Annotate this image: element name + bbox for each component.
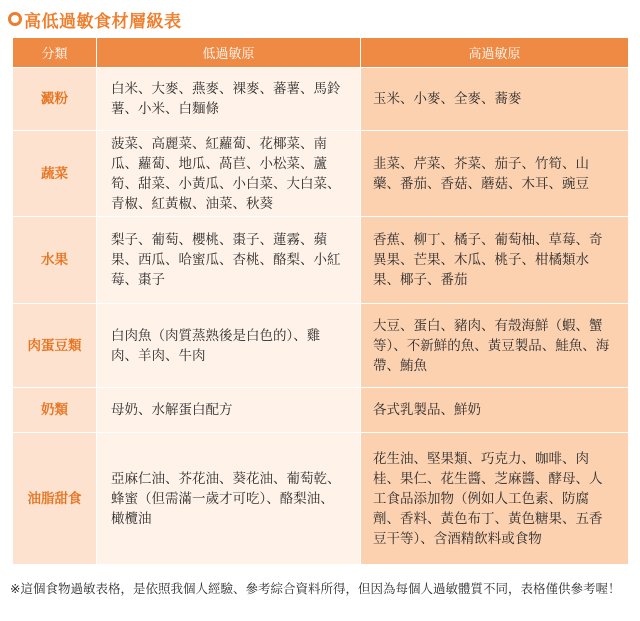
high-allergen-cell: 玉米、小麥、全麥、蕎麥: [361, 68, 629, 131]
page-title: [8, 6, 182, 32]
high-allergen-cell: 韭菜、芹菜、芥菜、茄子、竹筍、山藥、番茄、香菇、蘑菇、木耳、豌豆: [361, 131, 629, 217]
low-allergen-cell: 菠菜、高麗菜、紅蘿蔔、花椰菜、南瓜、蘿蔔、地瓜、萵苣、小松菜、蘆筍、甜菜、小黃瓜、小白菜、大白菜、青椒、紅黃椒、油菜、秋葵: [97, 131, 361, 217]
category-cell: 油脂甜食: [13, 433, 97, 565]
high-allergen-cell: 大豆、蛋白、豬肉、有殼海鮮（蝦、蟹等）、不新鮮的魚、黃豆製品、鮭魚、海帶、鮪魚: [361, 304, 629, 388]
category-cell: 澱粉: [13, 68, 97, 131]
low-allergen-cell: 梨子、葡萄、櫻桃、棗子、蓮霧、蘋果、西瓜、哈蜜瓜、杏桃、酪梨、小紅莓、棗子: [97, 217, 361, 304]
table-row: [13, 131, 629, 217]
header-high-allergen: 高過敏原: [361, 38, 629, 68]
circle-bullet-icon: [8, 12, 22, 26]
high-allergen-cell: 花生油、堅果類、巧克力、咖啡、肉桂、果仁、花生醬、芝麻醬、酵母、人工食品添加物（例如人工色素、防腐劑、香料、黃色布丁、黃色糖果、五香豆干等）、含酒精飲料或食物: [361, 433, 629, 565]
category-cell: 奶類: [13, 388, 97, 433]
allergen-table: [12, 37, 629, 565]
header-low-allergen: 低過敏原: [97, 38, 361, 68]
table-row: [13, 433, 629, 565]
low-allergen-cell: 亞麻仁油、芥花油、葵花油、葡萄乾、蜂蜜（但需滿一歲才可吃）、酪梨油、橄欖油: [97, 433, 361, 565]
table-row: [13, 217, 629, 304]
header-category: 分類: [13, 38, 97, 68]
page-title-text: 高低過敏食材層級表: [24, 11, 182, 32]
category-cell: 水果: [13, 217, 97, 304]
table-row: [13, 304, 629, 388]
high-allergen-cell: 香蕉、柳丁、橘子、葡萄柚、草莓、奇異果、芒果、木瓜、桃子、柑橘類水果、椰子、番茄: [361, 217, 629, 304]
table-row: [13, 388, 629, 433]
low-allergen-cell: 白肉魚（肉質蒸熟後是白色的）、雞肉、羊肉、牛肉: [97, 304, 361, 388]
table-row: [13, 68, 629, 131]
high-allergen-cell: 各式乳製品、鮮奶: [361, 388, 629, 433]
low-allergen-cell: 母奶、水解蛋白配方: [97, 388, 361, 433]
footnote: ※這個食物過敏表格，是依照我個人經驗、參考綜合資料所得，但因為每個人過敏體質不同，表格僅供參考喔！: [10, 581, 621, 596]
category-cell: 蔬菜: [13, 131, 97, 217]
category-cell: 肉蛋豆類: [13, 304, 97, 388]
low-allergen-cell: 白米、大麥、燕麥、裸麥、蕃薯、馬鈴薯、小米、白麵條: [97, 68, 361, 131]
table-header-row: [13, 38, 629, 68]
